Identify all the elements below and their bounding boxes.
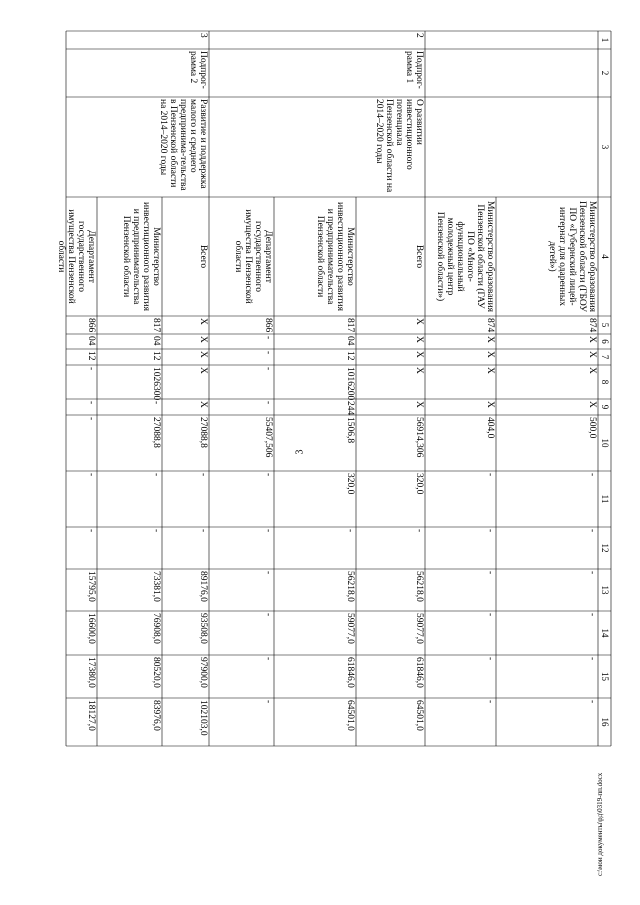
table-cell: Департамент государственного имущества Пензенской области (233, 209, 273, 304)
table-cell: X (414, 318, 424, 325)
table-cell: X (198, 336, 208, 343)
table-cell: 56218,0 (414, 571, 424, 602)
table-cell: X (485, 336, 495, 343)
table-cell-merged (426, 51, 597, 95)
table-cell: 866 (263, 318, 273, 333)
table-cell: X (587, 367, 597, 374)
footer-file-path: c:\мои документы\рд\0319-пп.docx (596, 772, 604, 876)
table-cell: - (151, 473, 161, 477)
table-cell: - (263, 657, 273, 661)
table-cell: - (485, 700, 495, 704)
column-number-header: 16 (600, 717, 610, 727)
column-number-header: 9 (600, 404, 610, 410)
table-cell: - (263, 336, 273, 340)
table-cell: - (485, 657, 495, 661)
table-cell: Всего (414, 244, 424, 269)
column-number-header: 1 (600, 37, 610, 43)
page-number: 3 (294, 449, 306, 455)
table-cell-merged: Развитие и поддержка малого и среднего предпринима-тельства в Пензенской области на 2014–2020 годы (158, 99, 208, 191)
table-cell-merged (426, 99, 597, 195)
table-cell: X (198, 367, 208, 374)
table-cell: - (263, 473, 273, 477)
table-cell: - (587, 473, 597, 477)
table-cell: - (263, 367, 273, 371)
table-cell: 12 (345, 351, 355, 361)
table-cell: - (86, 367, 96, 371)
table-cell: 56218,0 (345, 571, 355, 602)
table-cell: - (345, 529, 355, 533)
table-cell: - (263, 401, 273, 405)
table-cell-merged (426, 33, 597, 47)
table-cell: 73381,0 (151, 571, 161, 602)
table-cell: - (587, 657, 597, 661)
column-number-header: 6 (600, 339, 610, 344)
budget-table (56, 31, 611, 876)
table-cell: 64501,0 (414, 700, 424, 731)
table-cell: 80520,0 (151, 657, 161, 688)
table-cell: 55407,506 (263, 417, 273, 458)
table-cell: 04 (86, 336, 96, 346)
table-cell: 61846,0 (414, 657, 424, 688)
table-cell: - (263, 700, 273, 704)
table-cell: Всего (198, 244, 208, 269)
table-cell: 1016200 (345, 367, 355, 401)
table-cell: 874 (587, 318, 597, 333)
table-cell: X (414, 401, 424, 408)
table-cell: - (587, 529, 597, 533)
table-cell: 1506,8 (345, 417, 355, 444)
table-cell: - (587, 571, 597, 575)
table-cell: 59077,0 (414, 613, 424, 644)
table-cell: 817 (151, 318, 161, 333)
table-cell: 17380,0 (86, 657, 96, 688)
table-cell-merged: 3 (198, 33, 208, 38)
table-cell: - (86, 417, 96, 421)
table-cell: X (414, 351, 424, 358)
table-cell: 04 (345, 336, 355, 346)
table-cell: 15795,0 (86, 571, 96, 602)
table-cell: - (86, 401, 96, 405)
table-cell: 59077,0 (345, 613, 355, 644)
table-cell: 56914,306 (414, 417, 424, 458)
table-cell: 244 (345, 401, 355, 416)
table-cell: - (263, 571, 273, 575)
table-cell: 97900,0 (198, 657, 208, 688)
table-cell: 404,0 (485, 417, 495, 439)
table-cell-merged: О развитии инвестиционного потенциала Пензенской области на 2014–2020 годы (374, 99, 424, 193)
table-cell-merged: Подпрог-рамма 1 (404, 51, 424, 89)
column-number-header: 12 (600, 543, 610, 553)
table-cell: - (263, 613, 273, 617)
table-cell: X (587, 401, 597, 408)
table-cell: - (485, 529, 495, 533)
column-number-header: 15 (600, 672, 610, 681)
table-cell: 64501,0 (345, 700, 355, 731)
table-cell: X (485, 367, 495, 374)
table-cell: 89176,0 (198, 571, 208, 602)
column-number-header: 8 (600, 379, 610, 385)
table-cell: 16600,0 (86, 613, 96, 644)
column-number-header: 11 (600, 494, 610, 504)
table-cell: X (587, 351, 597, 358)
table-cell: - (587, 700, 597, 704)
table-cell: Министерство инвестиционного развития и предпринимательства Пензенской области (315, 201, 355, 312)
table-cell: X (198, 401, 208, 408)
table-cell: 12 (151, 351, 161, 361)
table-cell: X (485, 351, 495, 358)
table-cell: X (587, 336, 597, 343)
table-cell: 93508,0 (198, 613, 208, 644)
table-cell: 1026300 (151, 367, 161, 401)
table-cell: X (414, 367, 424, 374)
column-number-header: 4 (600, 254, 610, 259)
table-cell: 18127,0 (86, 700, 96, 731)
table-cell: 76908,0 (151, 613, 161, 644)
table-cell-merged: 2 (414, 33, 424, 38)
column-number-header: 2 (600, 70, 610, 76)
column-number-header: 3 (600, 144, 610, 150)
table-cell: 61846,0 (345, 657, 355, 688)
table-cell: X (485, 401, 495, 408)
table-cell: X (198, 318, 208, 325)
table-cell: 320,0 (414, 473, 424, 495)
table-cell: - (86, 529, 96, 533)
table-cell: X (414, 336, 424, 343)
column-number-header: 13 (600, 585, 610, 595)
table-cell: 27088,8 (151, 417, 161, 448)
table-cell: Министерство образования Пензенской области (ГБОУ ПО «Губернский лицей-интернат для одаренных детей») (547, 200, 597, 313)
column-number-header: 10 (600, 438, 610, 448)
table-cell: 500,0 (587, 417, 597, 439)
table-cell: - (198, 529, 208, 533)
table-cell: Министерство инвестиционного развития и предпринимательства Пензенской области (121, 201, 161, 312)
table-cell: - (151, 401, 161, 405)
table-cell: - (198, 473, 208, 477)
table-cell: - (485, 613, 495, 617)
table-cell: 874 (485, 318, 495, 333)
table-cell: 04 (151, 336, 161, 346)
table-cell: 320,0 (345, 473, 355, 495)
table-cell: Министерство образования Пензенской области (ГАУ ПО «Много-функциональный молодежный центр Пензенской области») (435, 200, 495, 313)
column-number-header: 14 (600, 628, 610, 638)
table-cell: Департамент государственного имущества Пензенской области (56, 209, 96, 304)
table-cell: - (414, 529, 424, 533)
table-cell: - (587, 613, 597, 617)
table-cell: 83976,0 (151, 700, 161, 731)
table-cell: - (86, 473, 96, 477)
table-cell: - (263, 529, 273, 533)
table-cell: - (151, 529, 161, 533)
table-cell: - (485, 473, 495, 477)
column-number-header: 5 (600, 322, 610, 328)
table-cell: - (263, 351, 273, 355)
column-number-header: 7 (600, 354, 610, 360)
table-cell: 817 (345, 318, 355, 333)
table-cell: 12 (86, 351, 96, 361)
table-cell: 866 (86, 318, 96, 333)
table-cell: X (198, 351, 208, 358)
table-cell: 102103,0 (198, 700, 208, 736)
table-cell-merged: Подпрог-рамма 2 (188, 51, 208, 89)
table-cell: 27088,8 (198, 417, 208, 448)
table-cell: - (485, 571, 495, 575)
